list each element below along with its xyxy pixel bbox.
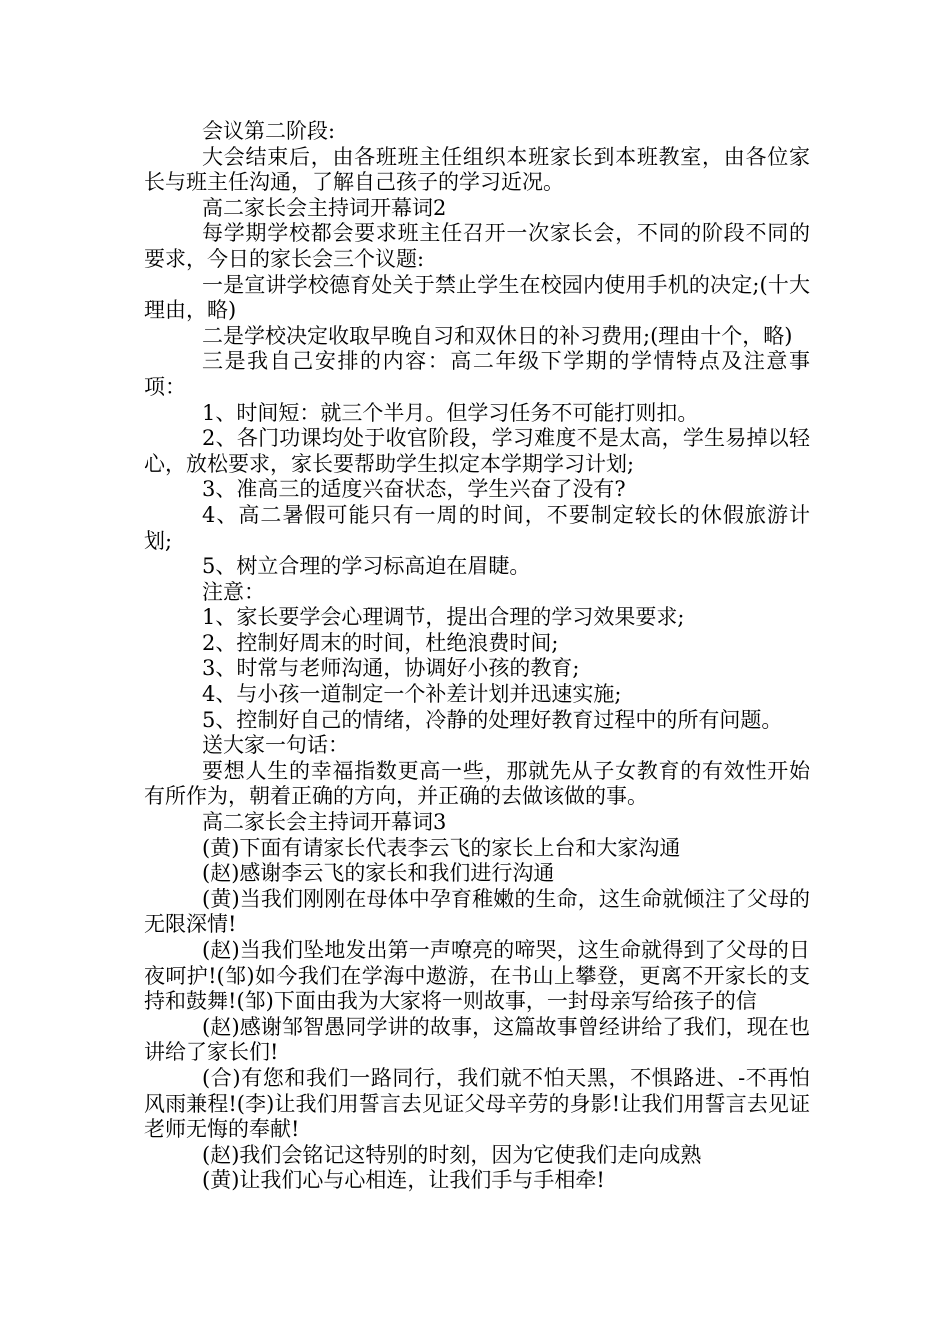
list-item: 3、时常与老师沟通，协调好小孩的教育; bbox=[202, 656, 580, 681]
list-item: 4、与小孩一道制定一个补差计划并迅速实施; bbox=[202, 682, 622, 707]
paragraph: 三是我自己安排的内容：高二年级下学期的学情特点及注意事项： bbox=[144, 349, 810, 399]
list-item: 3、准高三的适度兴奋状态，学生兴奋了没有? bbox=[202, 477, 626, 502]
paragraph: 要想人生的幸福指数更高一些，那就先从子女教育的有效性开始有所作为，朝着正确的方向，并正确的去做该做的事。 bbox=[144, 758, 810, 809]
dialogue-line: (赵)感谢邹智愚同学讲的故事，这篇故事曾经讲给了我们，现在也讲给了家长们! bbox=[144, 1014, 810, 1065]
list-item: 4、高二暑假可能只有一周的时间，不要制定较长的休假旅游计划; bbox=[144, 502, 810, 553]
paragraph: 大会结束后，由各班班主任组织本班家长到本班教室，由各位家长与班主任沟通，了解自己孩子的学习近况。 bbox=[144, 144, 810, 195]
list-item: 5、树立合理的学习标高迫在眉睫。 bbox=[202, 554, 531, 579]
paragraph: 二是学校决定收取早晚自习和双休日的补习费用;(理由十个，略) bbox=[202, 323, 793, 348]
section-title: 高二家长会主持词开幕词2 bbox=[202, 195, 447, 220]
list-item: 2、控制好周末的时间，杜绝浪费时间; bbox=[202, 630, 559, 655]
list-item: 5、控制好自己的情绪，冷静的处理好教育过程中的所有问题。 bbox=[202, 707, 783, 732]
dialogue-line: (合)有您和我们一路同行，我们就不怕天黑，不惧路进、-不再怕风雨兼程!(李)让我们用誓言去见证父母辛劳的身影!让我们用誓言去见证老师无悔的奉献! bbox=[144, 1065, 810, 1142]
paragraph: 每学期学校都会要求班主任召开一次家长会，不同的阶段不同的要求，今日的家长会三个议题: bbox=[144, 221, 810, 271]
list-item: 1、时间短：就三个半月。但学习任务不可能打则扣。 bbox=[202, 400, 699, 425]
list-item: 2、各门功课均处于收官阶段，学习难度不是太高，学生易掉以轻心，放松要求，家长要帮助学生拟定本学期学习计划; bbox=[144, 426, 810, 476]
section-heading: 注意： bbox=[202, 579, 265, 604]
document-body bbox=[144, 119, 810, 1194]
dialogue-line: (赵)感谢李云飞的家长和我们进行沟通 bbox=[202, 861, 555, 886]
dialogue-line: (黄)让我们心与心相连，让我们手与手相牵! bbox=[202, 1168, 605, 1193]
section-heading: 会议第二阶段: bbox=[202, 119, 336, 143]
dialogue-line: (黄)当我们刚刚在母体中孕育稚嫩的生命，这生命就倾注了父母的无限深情! bbox=[144, 886, 810, 937]
dialogue-line: (赵)当我们坠地发出第一声嘹亮的啼哭，这生命就得到了父母的日夜呵护!(邹)如今我们在学海中遨游，在书山上攀登，更离不开家长的支持和鼓舞!(邹)下面由我为大家将一则故事，一封母亲写给孩子的信 bbox=[144, 938, 810, 1014]
dialogue-line: (黄)下面有请家长代表李云飞的家长上台和大家沟通 bbox=[202, 835, 681, 860]
section-title: 高二家长会主持词开幕词3 bbox=[202, 810, 447, 835]
paragraph: 一是宣讲学校德育处关于禁止学生在校园内使用手机的决定;(十大理由，略) bbox=[144, 272, 810, 323]
section-heading: 送大家一句话： bbox=[202, 733, 349, 758]
dialogue-line: (赵)我们会铭记这特别的时刻，因为它使我们走向成熟 bbox=[202, 1142, 702, 1167]
list-item: 1、家长要学会心理调节，提出合理的学习效果要求; bbox=[202, 605, 685, 630]
